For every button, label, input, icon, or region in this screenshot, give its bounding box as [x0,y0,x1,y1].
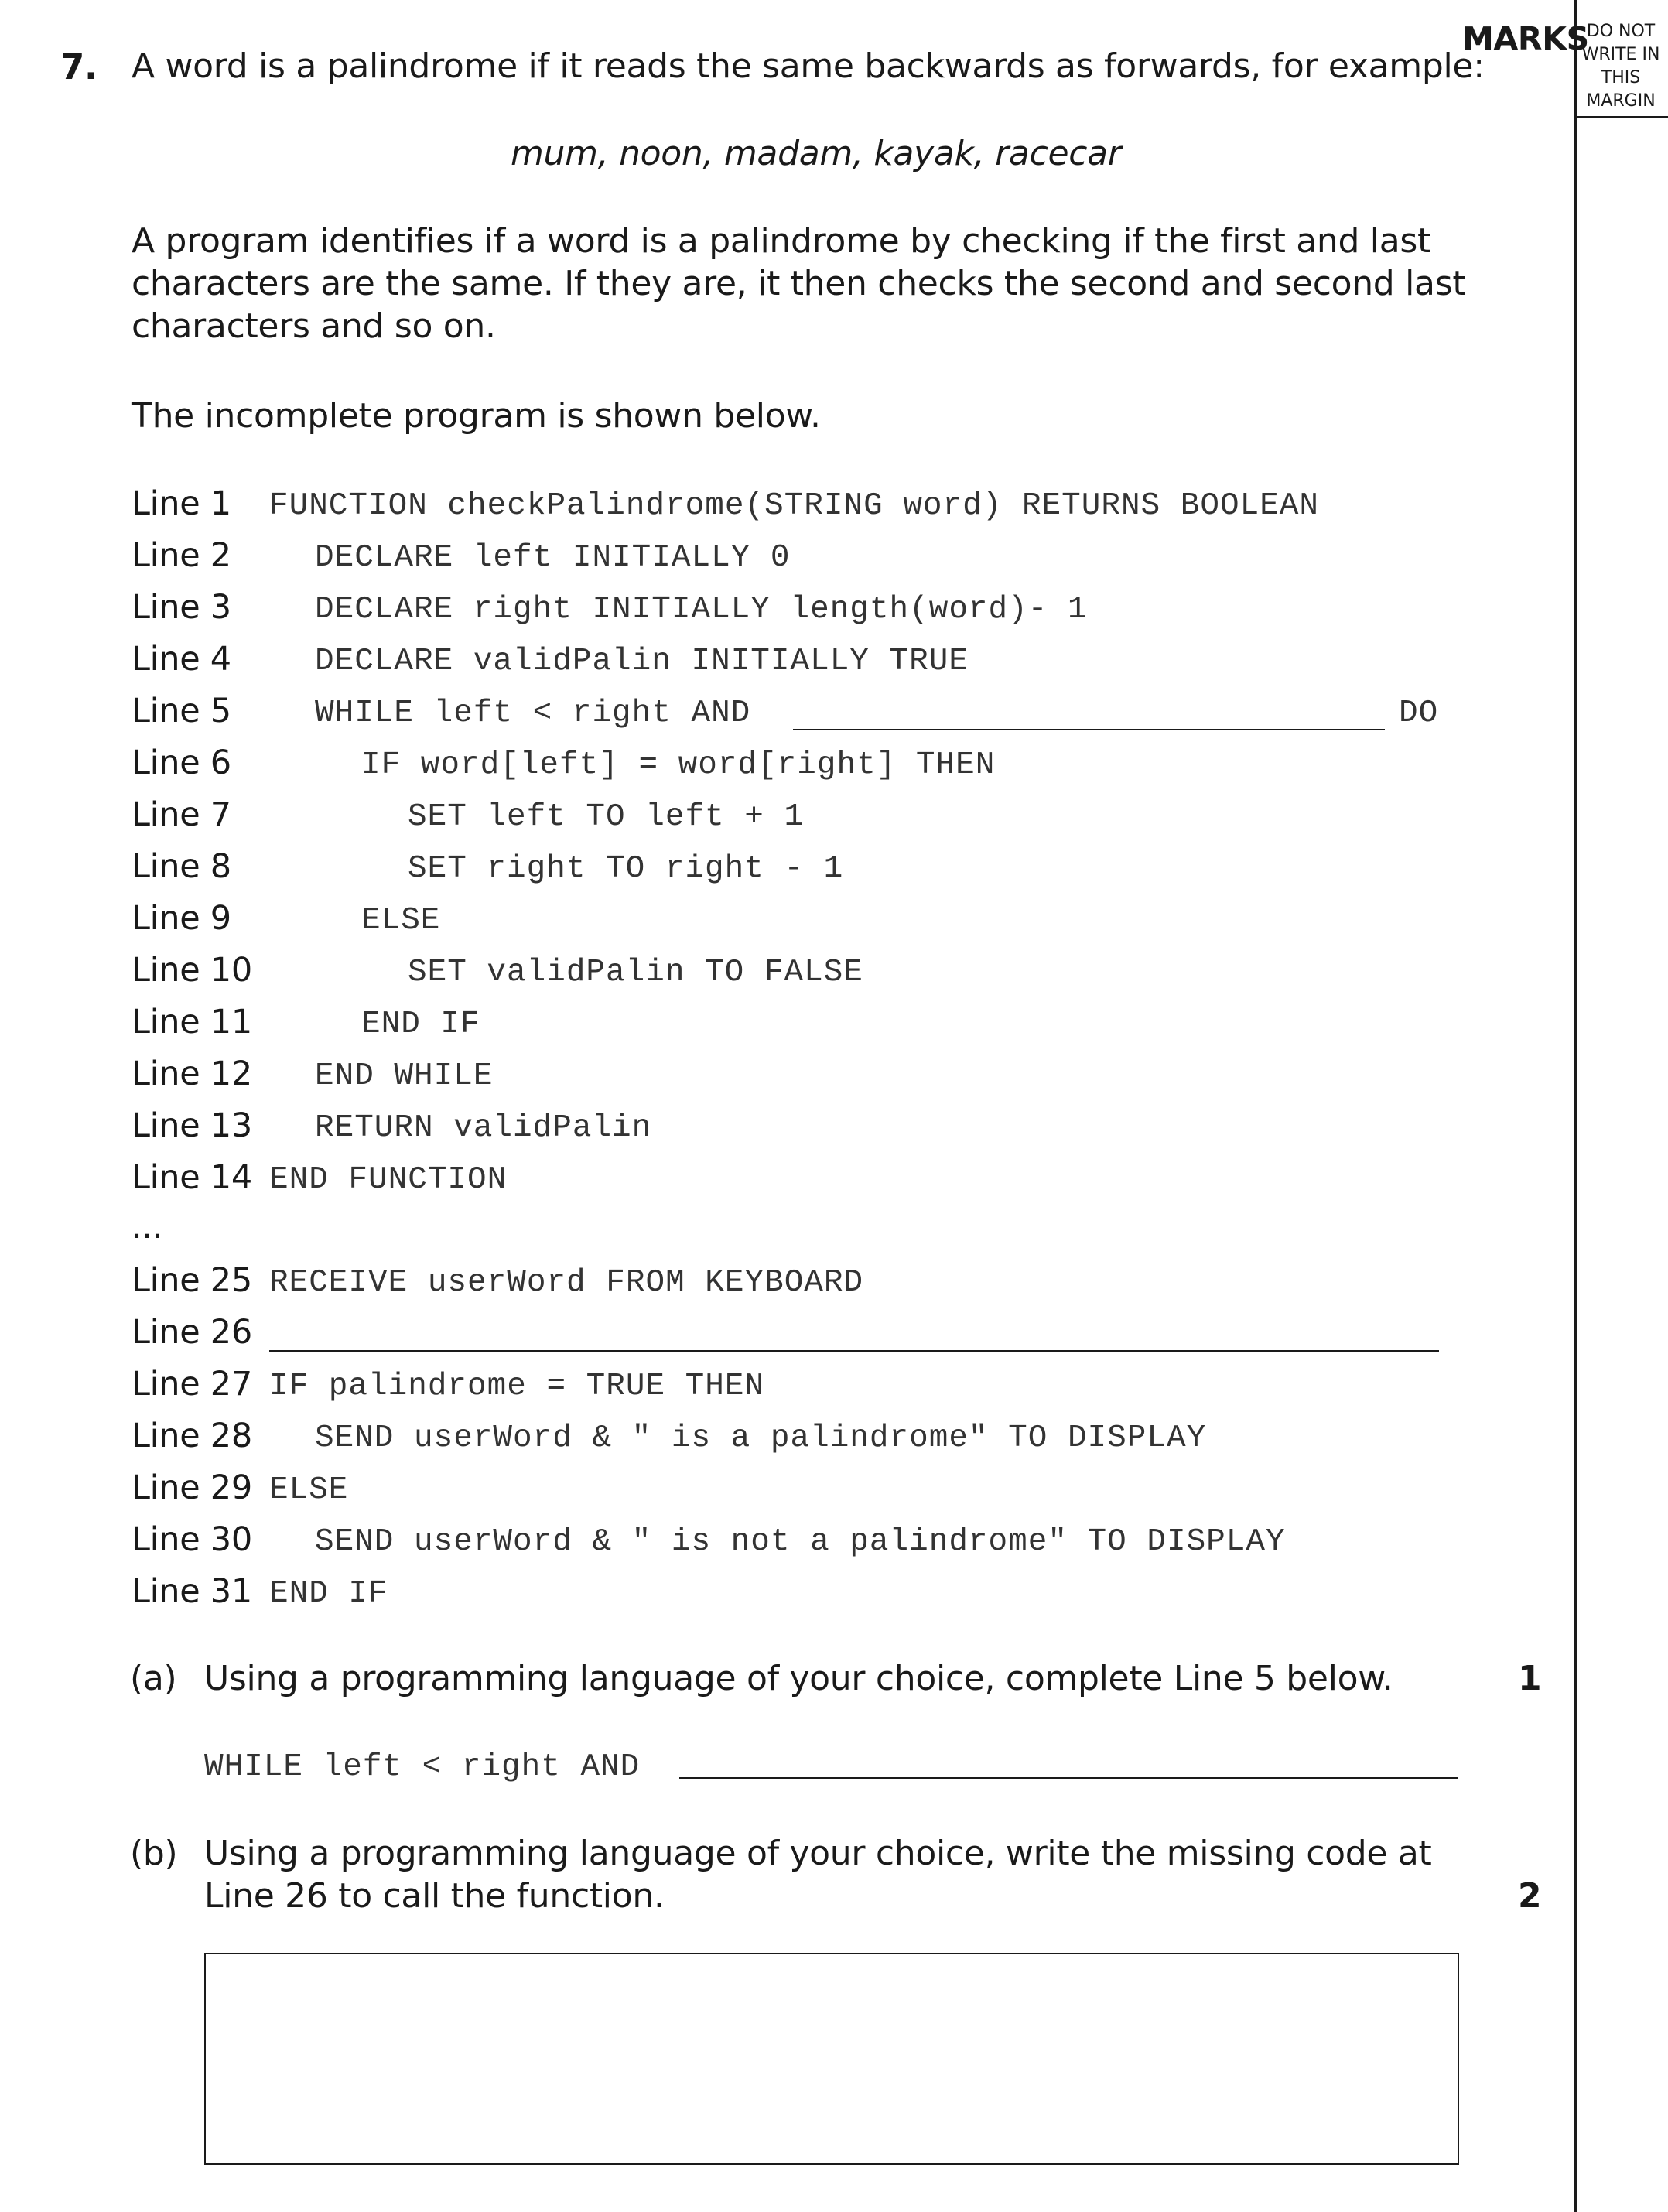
description-line-3: characters and so on. [132,306,496,346]
line-label: Line 8 [132,847,231,886]
part-a-label: (a) [130,1659,177,1698]
part-a-text: Using a programming language of your choice, complete Line 5 below. [204,1659,1393,1698]
code-line: DECLARE right INITIALLY length(word)- 1 [315,592,1088,627]
part-a-answer-line[interactable] [679,1777,1458,1779]
line-label: Line 4 [132,640,231,679]
line-label: Line 12 [132,1055,252,1093]
code-line: IF word[left] = word[right] THEN [361,747,996,783]
line-26-blank [269,1350,1439,1352]
code-line: ELSE [269,1472,349,1508]
code-line: DECLARE validPalin INITIALLY TRUE [315,644,969,679]
margin-divider-line [1574,0,1577,2212]
line-label: Line 26 [132,1313,252,1352]
description-line-2: characters are the same. If they are, it then checks the second and second last [132,264,1466,303]
code-line: SET validPalin TO FALSE [408,955,863,990]
code-line: RECEIVE userWord FROM KEYBOARD [269,1265,864,1301]
code-line: ELSE [361,903,441,938]
code-line: SEND userWord & " is a palindrome" TO DISPLAY [315,1421,1207,1456]
line-label: Line 11 [132,1003,252,1041]
line-label: Line 14 [132,1158,252,1197]
margin-header-separator [1574,116,1668,118]
question-number: 7. [60,46,97,87]
line-label: Line 13 [132,1106,252,1145]
part-b-answer-box[interactable] [204,1953,1459,2165]
code-line: END IF [269,1576,388,1612]
part-b-text-line-1: Using a programming language of your choice, write the missing code at [204,1834,1432,1873]
line-label: Line 27 [132,1365,252,1403]
code-line: IF palindrome = TRUE THEN [269,1369,765,1404]
code-line: WHILE left < right AND [315,696,751,731]
do-not-write-line-3: THIS [1601,68,1641,87]
code-line: END FUNCTION [269,1162,508,1198]
part-a-marks: 1 [1518,1659,1542,1698]
code-line: DECLARE left INITIALLY 0 [315,540,791,576]
question-intro: A word is a palindrome if it reads the same backwards as forwards, for example: [132,46,1485,86]
do-not-write-line-1: DO NOT [1586,22,1656,41]
line-label: Line 3 [132,588,231,627]
line-label: Line 30 [132,1520,252,1559]
description-line-1: A program identifies if a word is a palindrome by checking if the first and last [132,221,1430,261]
line-label: Line 2 [132,536,231,575]
ellipsis-label: ... [132,1208,163,1246]
part-b-text-line-2: Line 26 to call the function. [204,1876,665,1916]
code-line: END WHILE [315,1058,494,1094]
line-label: Line 1 [132,484,231,523]
code-line: SEND userWord & " is not a palindrome" TO DISPLAY [315,1524,1286,1560]
line-label: Line 31 [132,1572,252,1611]
do-not-write-line-4: MARGIN [1586,91,1656,111]
marks-column-label: MARKS [1462,20,1589,57]
code-line: SET right TO right - 1 [408,851,844,887]
line-label: Line 6 [132,744,231,782]
part-b-marks: 2 [1518,1876,1542,1916]
line-label: Line 7 [132,795,231,834]
line-label: Line 5 [132,692,231,730]
line-label: Line 9 [132,899,231,938]
code-line: RETURN validPalin [315,1110,652,1146]
part-b-label: (b) [130,1834,178,1873]
do-not-write-line-2: WRITE IN [1581,45,1660,64]
line-label: Line 28 [132,1417,252,1455]
code-line: SET left TO left + 1 [408,799,805,835]
line-label: Line 25 [132,1261,252,1300]
do-not-write-note [1580,20,1662,113]
program-intro: The incomplete program is shown below. [132,396,821,436]
part-a-answer-prefix: WHILE left < right AND [204,1749,641,1785]
line-label: Line 10 [132,951,252,990]
line-5-blank [793,729,1385,730]
line-label: Line 29 [132,1468,252,1507]
code-line-do: DO [1399,696,1439,731]
palindrome-examples: mum, noon, madam, kayak, racecar [511,134,1122,173]
code-line: END IF [361,1007,480,1042]
code-line: FUNCTION checkPalindrome(STRING word) RETURNS BOOLEAN [269,488,1320,524]
